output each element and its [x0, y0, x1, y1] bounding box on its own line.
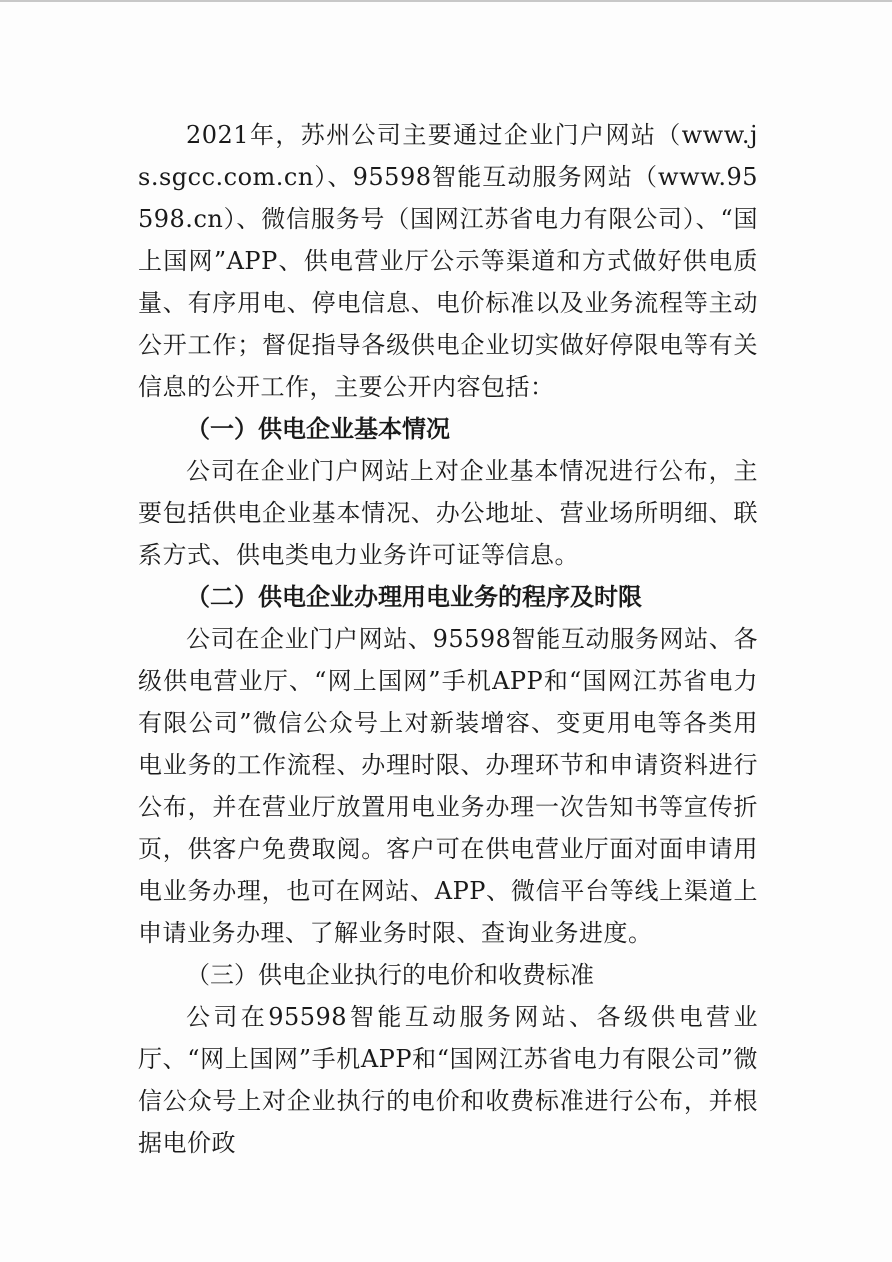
section-heading-3: （三）供电企业执行的电价和收费标准 — [186, 961, 594, 989]
document-body — [138, 114, 758, 1164]
section-heading-1: （一）供电企业基本情况 — [186, 415, 450, 443]
top-border-line — [0, 0, 892, 2]
section-2-paragraph: 公司在企业门户网站、95598智能互动服务网站、各级供电营业厅、“网上国网”手机APP和“国网江苏省电力有限公司”微信公众号上对新装增容、变更用电等各类用电业务的工作流程、办理时限、办理环节和申请资料进行公布，并在营业厅放置用电业务办理一次告知书等宣传折页，供客户免费取阅。客户可在供电营业厅面对面申请用电业务办理，也可在网站、APP、微信平台等线上渠道上申请业务办理、了解业务时限、查询业务进度。 — [138, 625, 758, 947]
section-heading-2: （二）供电企业办理用电业务的程序及时限 — [186, 583, 642, 611]
intro-paragraph: 2021年，苏州公司主要通过企业门户网站（www.js.sgcc.com.cn）、95598智能互动服务网站（www.95598.cn）、微信服务号（国网江苏省电力有限公司）、“国上国网”APP、供电营业厅公示等渠道和方式做好供电质量、有序用电、停电信息、电价标准以及业务流程等主动公开工作；督促指导各级供电企业切实做好停限电等有关信息的公开工作，主要公开内容包括： — [138, 121, 758, 401]
section-3-paragraph: 公司在95598智能互动服务网站、各级供电营业厅、“网上国网”手机APP和“国网江苏省电力有限公司”微信公众号上对企业执行的电价和收费标准进行公布，并根据电价政 — [138, 1003, 758, 1157]
section-1-paragraph: 公司在企业门户网站上对企业基本情况进行公布，主要包括供电企业基本情况、办公地址、营业场所明细、联系方式、供电类电力业务许可证等信息。 — [138, 457, 758, 569]
